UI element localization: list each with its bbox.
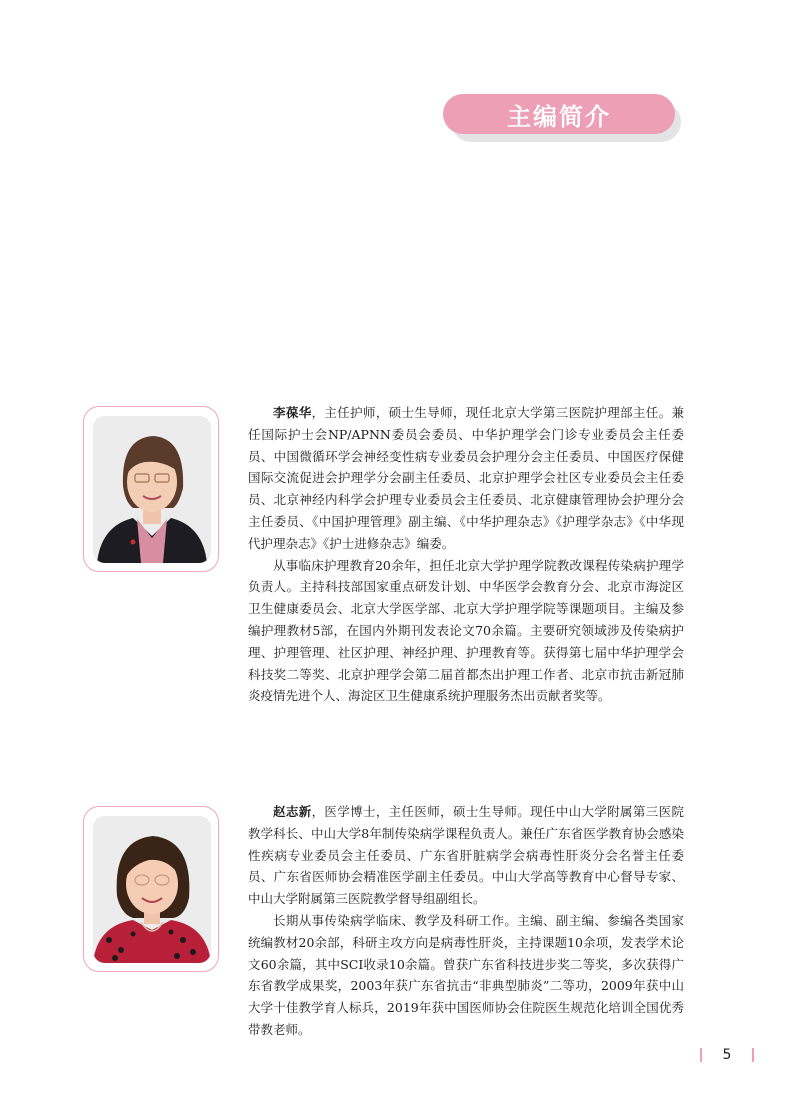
editor-1-name: 李葆华 [273, 405, 312, 420]
editor-1-portrait [93, 416, 211, 563]
editor-1-detail: 从事临床护理教育20余年，担任北京大学护理学院教改课程传染病护理学负责人。主持科技部国家重点研发计划、中华医学会教育分会、北京市海淀区卫生健康委员会、北京大学医学部、北京大学护理学院等课题项目。主编及参编护理教材5部，在国内外期刊发表论文70余篇。主要研究领域涉及传染病护理、护理管理、社区护理、神经护理、护理教育等。获得第七届中华护理学会科技奖二等奖、北京护理学会第二届首都杰出护理工作者、北京市抗击新冠肺炎疫情先进个人、海淀区卫生健康系统护理服务杰出贡献者奖等。 [248, 557, 684, 704]
editor-2-name: 赵志新 [273, 804, 312, 819]
page-number: 5 [722, 1047, 732, 1063]
editor-2-portrait [93, 816, 211, 963]
section-header [443, 94, 683, 144]
editor-2-detail: 长期从事传染病学临床、教学及科研工作。主编、副主编、参编各类国家统编教材20余部，科研主攻方向是病毒性肝炎，主持课题10余项，发表学术论文60余篇，其中SCI收录10余篇。曾获广东省科技进步奖二等奖，多次获得广东省教学成果奖，2003年获广东省抗击“非典型肺炎”二等功，2009年获中山大学十佳教学育人标兵，2019年获中国医师协会住院医生规范化培训全国优秀带教老师。 [248, 912, 684, 1037]
editor-2-bio [248, 801, 684, 1041]
page-footer [700, 1044, 754, 1066]
editor-1-intro: ，主任护师，硕士生导师，现任北京大学第三医院护理部主任。兼任国际护士会NP/APNN委员会委员、中华护理学会门诊专业委员会主任委员、中国微循环学会神经变性病专业委员会护理分会主任委员、中国医疗保健国际交流促进会护理学分会副主任委员、北京护理学会社区专业委员会主任委员、北京神经内科学会护理专业委员会主任委员、北京健康管理协会护理分会主任委员、《中国护理管理》副主编、《中华护理杂志》《护理学杂志》《中华现代护理杂志》《护士进修杂志》编委。 [248, 405, 684, 551]
folio-bar-right [752, 1048, 754, 1062]
page-title: 主编简介 [443, 94, 675, 134]
folio-bar-left [700, 1048, 702, 1062]
editor-1-intro-paragraph [248, 402, 684, 555]
editor-1-bio [248, 402, 684, 707]
editor-2-photo-frame [83, 806, 219, 972]
editor-2-intro: ，医学博士，主任医师，硕士生导师。现任中山大学附属第三医院教学科长、中山大学8年制传染病学课程负责人。兼任广东省医学教育协会感染性疾病专业委员会主任委员、广东省肝脏病学会病毒性肝炎分会名誉主任委员、广东省医师协会精准医学副主任委员。中山大学高等教育中心督导专家、中山大学附属第三医院教学督导组副组长。 [248, 804, 684, 907]
editor-1-photo-frame [83, 406, 219, 572]
editor-2-intro-paragraph [248, 801, 684, 910]
